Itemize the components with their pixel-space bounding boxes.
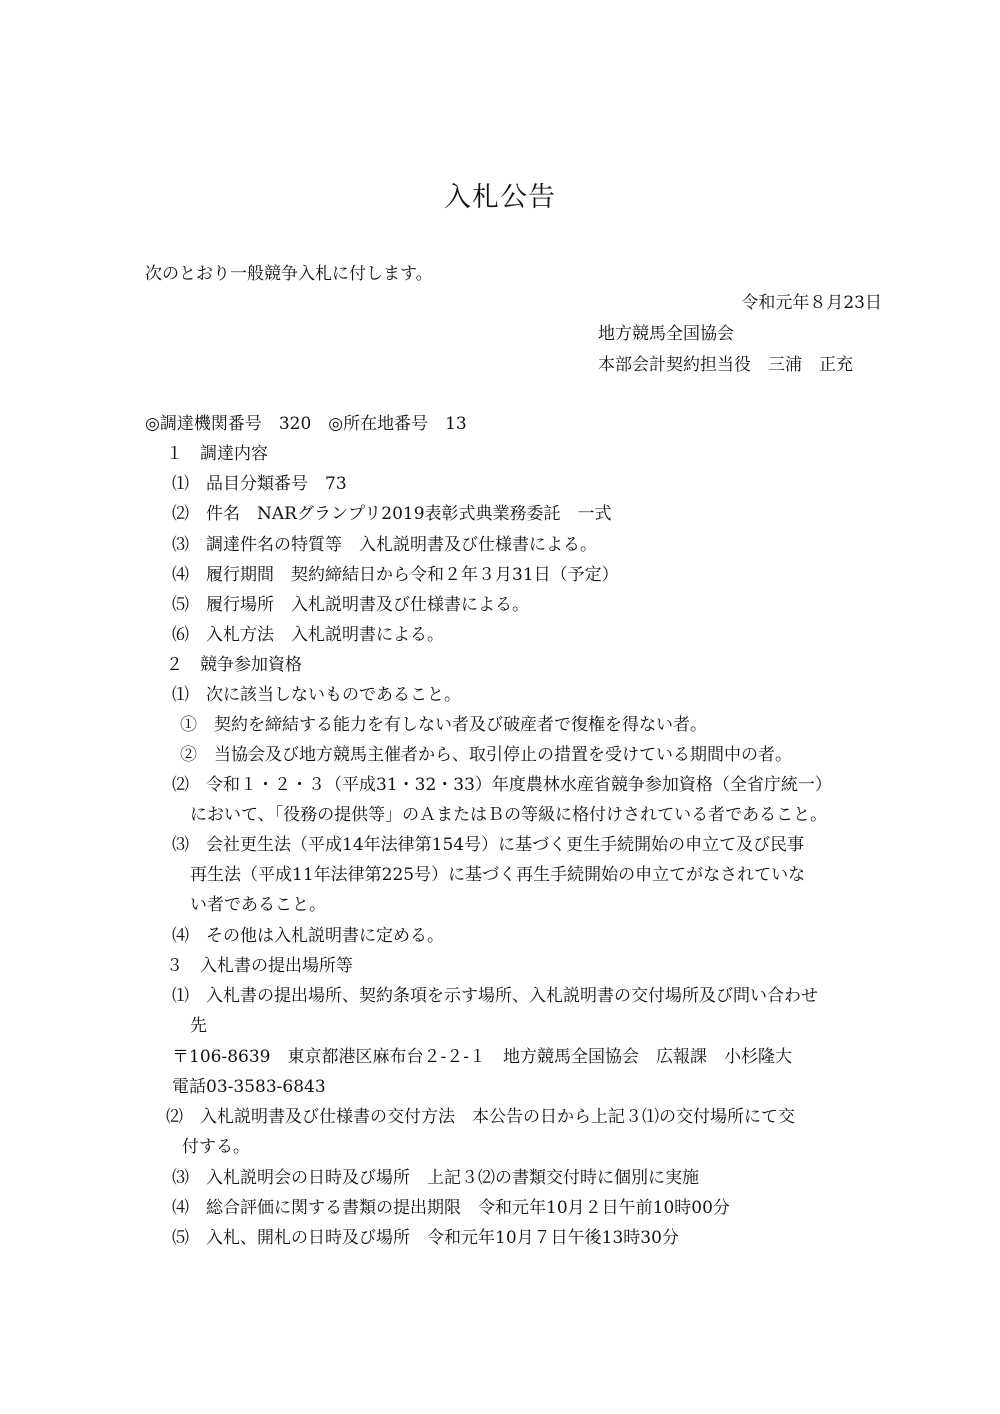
section-2-item-3-line-2: 再生法（平成11年法律第225号）に基づく再生手続開始の申立てがなされていな (190, 865, 806, 885)
contact-phone: 電話03‐3583‐6843 (172, 1077, 326, 1097)
procurement-codes: ◎調達機関番号 320 ◎所在地番号 13 (145, 414, 467, 434)
section-3-item-4: ⑷ 総合評価に関する書類の提出期限 令和元年10月２日午前10時00分 (172, 1198, 730, 1218)
section-3-item-3: ⑶ 入札説明会の日時及び場所 上記３⑵の書類交付時に個別に実施 (172, 1168, 699, 1188)
section-1-item-5: ⑸ 履行場所 入札説明書及び仕様書による。 (172, 595, 529, 615)
intro-text: 次のとおり一般競争入札に付します。 (145, 264, 433, 284)
section-3-item-2-line-2: 付する。 (182, 1137, 250, 1157)
section-3-item-2-line-1: ⑵ 入札説明書及び仕様書の交付方法 本公告の日から上記３⑴の交付場所にて交 (166, 1107, 795, 1127)
section-2-subitem-2: ② 当協会及び地方競馬主催者から、取引停止の措置を受けている期間中の者。 (180, 745, 792, 765)
section-1-item-2: ⑵ 件名 NARグランプリ2019表彰式典業務委託 一式 (172, 504, 612, 524)
section-2-heading: ２ 競争参加資格 (166, 655, 302, 675)
section-1-item-4: ⑷ 履行期間 契約締結日から令和２年３月31日（予定） (172, 565, 619, 585)
section-2-item-1: ⑴ 次に該当しないものであること。 (172, 685, 461, 705)
section-3-item-1-line-1: ⑴ 入札書の提出場所、契約条項を示す場所、入札説明書の交付場所及び問い合わせ (172, 986, 818, 1006)
section-2-item-2-line-2: において、「役務の提供等」のＡまたはＢの等級に格付けされている者であること。 (190, 805, 828, 825)
section-2-item-3-line-3: い者であること。 (190, 895, 326, 915)
organization-name: 地方競馬全国協会 (598, 324, 734, 344)
section-2-subitem-1: ① 契約を締結する能力を有しない者及び破産者で復権を得ない者。 (180, 715, 707, 735)
section-1-item-1: ⑴ 品目分類番号 73 (172, 474, 347, 494)
section-2-item-4: ⑷ その他は入札説明書に定める。 (172, 926, 444, 946)
notice-date: 令和元年８月23日 (741, 293, 882, 313)
section-1-heading: １ 調達内容 (166, 444, 268, 464)
section-3-item-1-line-2: 先 (190, 1016, 207, 1036)
section-1-item-3: ⑶ 調達件名の特質等 入札説明書及び仕様書による。 (172, 535, 597, 555)
section-2-item-2-line-1: ⑵ 令和１・２・３（平成31・32・33）年度農林水産省競争参加資格（全省庁統一） (172, 775, 832, 795)
section-1-item-6: ⑹ 入札方法 入札説明書による。 (172, 625, 444, 645)
contact-address: 〒106-8639 東京都港区麻布台２‐２‐１ 地方競馬全国協会 広報課 小杉隆大 (172, 1047, 792, 1067)
section-3-heading: ３ 入札書の提出場所等 (166, 956, 353, 976)
contract-official: 本部会計契約担当役 三浦 正充 (598, 355, 853, 375)
section-2-item-3-line-1: ⑶ 会社更生法（平成14年法律第154号）に基づく更生手続開始の申立て及び民事 (172, 835, 805, 855)
section-3-item-5: ⑸ 入札、開札の日時及び場所 令和元年10月７日午後13時30分 (172, 1228, 679, 1248)
document-title: 入札公告 (444, 182, 556, 213)
